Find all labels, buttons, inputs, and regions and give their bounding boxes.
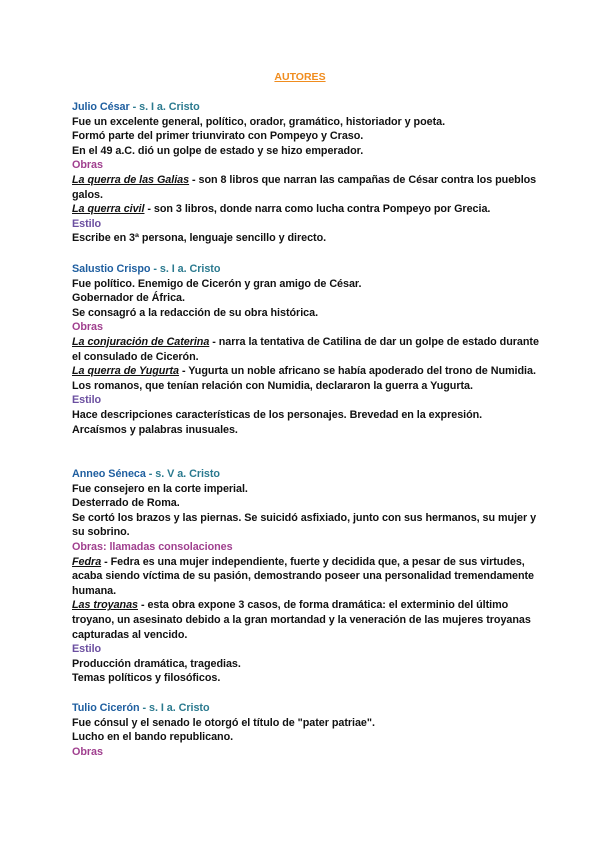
estilo-heading: Estilo xyxy=(72,394,102,407)
author-period: - s. I a. Cristo xyxy=(129,101,200,113)
work-desc: - Yugurta un noble africano se había apoderado del trono de Numidia. Los romanos, que tenían relación con Numidia, declararon la guerra a Yugurta. xyxy=(72,365,536,392)
estilo-line: Temas políticos y filosóficos. xyxy=(72,672,221,685)
work-entry xyxy=(72,598,542,642)
work-title: La querra de las Galias xyxy=(72,173,190,186)
author-section-anneo-seneca xyxy=(72,467,542,686)
work-desc: - Fedra es una mujer independiente, fuerte y decidida que, a pesar de sus virtudes, acaba siendo víctima de su pasión, demostrando poseer una personalidad tremendamente humana. xyxy=(72,555,534,597)
work-desc: - son 3 libros, donde narra como lucha contra Pompeyo por Grecia. xyxy=(144,203,491,216)
obras-heading: Obras xyxy=(72,159,103,172)
estilo-line: Producción dramática, tragedias. xyxy=(72,657,241,670)
estilo-heading: Estilo xyxy=(72,217,102,230)
obras-heading: Obras: llamadas consolaciones xyxy=(72,540,233,553)
bio-line: Desterrado de Roma. xyxy=(72,497,180,510)
bio-line: Fue político. Enemigo de Cicerón y gran amigo de César. xyxy=(72,277,362,290)
bio-line: Fue consejero en la corte imperial. xyxy=(72,482,248,495)
bio-line: Fue un excelente general, político, orador, gramático, historiador y poeta. xyxy=(72,115,446,128)
bio-line: Formó parte del primer triunvirato con Pompeyo y Craso. xyxy=(72,130,364,143)
work-entry xyxy=(72,202,542,217)
author-section-salustio-crispo xyxy=(72,262,542,437)
author-period: - s. I a. Cristo xyxy=(150,263,221,275)
page-title: AUTORES xyxy=(274,71,326,83)
author-name: Anneo Séneca xyxy=(72,468,146,480)
bio-line: Gobernador de África. xyxy=(72,292,185,305)
work-entry xyxy=(72,555,542,599)
work-title: La querra de Yugurta xyxy=(72,365,179,378)
estilo-heading: Estilo xyxy=(72,643,102,656)
work-entry xyxy=(72,173,542,202)
bio-line: En el 49 a.C. dió un golpe de estado y se hizo emperador. xyxy=(72,144,364,157)
author-period: - s. V a. Cristo xyxy=(145,468,220,480)
author-name: Tulio Cicerón xyxy=(72,702,140,714)
work-entry xyxy=(72,335,542,364)
bio-line: Se consagró a la redacción de su obra histórica. xyxy=(72,306,319,319)
work-desc: - esta obra expone 3 casos, de forma dramática: el exterminio del último troyano, un asesinato debido a la gran mortandad y la veneración de las mujeres troyanas capturadas al vencido. xyxy=(72,599,531,641)
work-title: Las troyanas xyxy=(72,599,139,612)
author-name: Salustio Crispo xyxy=(72,263,151,275)
work-desc: - son 8 libros que narran las campañas de César contra los pueblos galos. xyxy=(72,173,537,201)
work-entry xyxy=(72,364,542,393)
work-title: La querra civil xyxy=(72,203,145,216)
obras-heading: Obras xyxy=(72,321,103,334)
bio-line: Fue cónsul y el senado le otorgó el título de "pater patriae". xyxy=(72,716,375,729)
obras-heading: Obras xyxy=(72,745,103,758)
author-period: - s. I a. Cristo xyxy=(139,702,210,714)
bio-line: Lucho en el bando republicano. xyxy=(72,731,234,744)
work-title: La conjuración de Caterina xyxy=(72,335,210,348)
estilo-line: Escribe en 3ª persona, lenguaje sencillo y directo. xyxy=(72,232,327,245)
estilo-line: Hace descripciones características de los personajes. Brevedad en la expresión. xyxy=(72,408,483,421)
work-desc: - narra la tentativa de Catilina de dar un golpe de estado durante el consulado de Cicerón. xyxy=(72,335,539,363)
work-title: Fedra xyxy=(72,555,102,568)
author-section-tulio-ciceron xyxy=(72,701,542,759)
author-name: Julio César xyxy=(72,101,130,113)
bio-line: Se cortó los brazos y las piernas. Se suicidó asfixiado, junto con sus hermanos, su mujer y su sobrino. xyxy=(72,511,537,539)
estilo-line: Arcaísmos y palabras inusuales. xyxy=(72,423,238,436)
author-section-julio-cesar xyxy=(72,100,542,246)
